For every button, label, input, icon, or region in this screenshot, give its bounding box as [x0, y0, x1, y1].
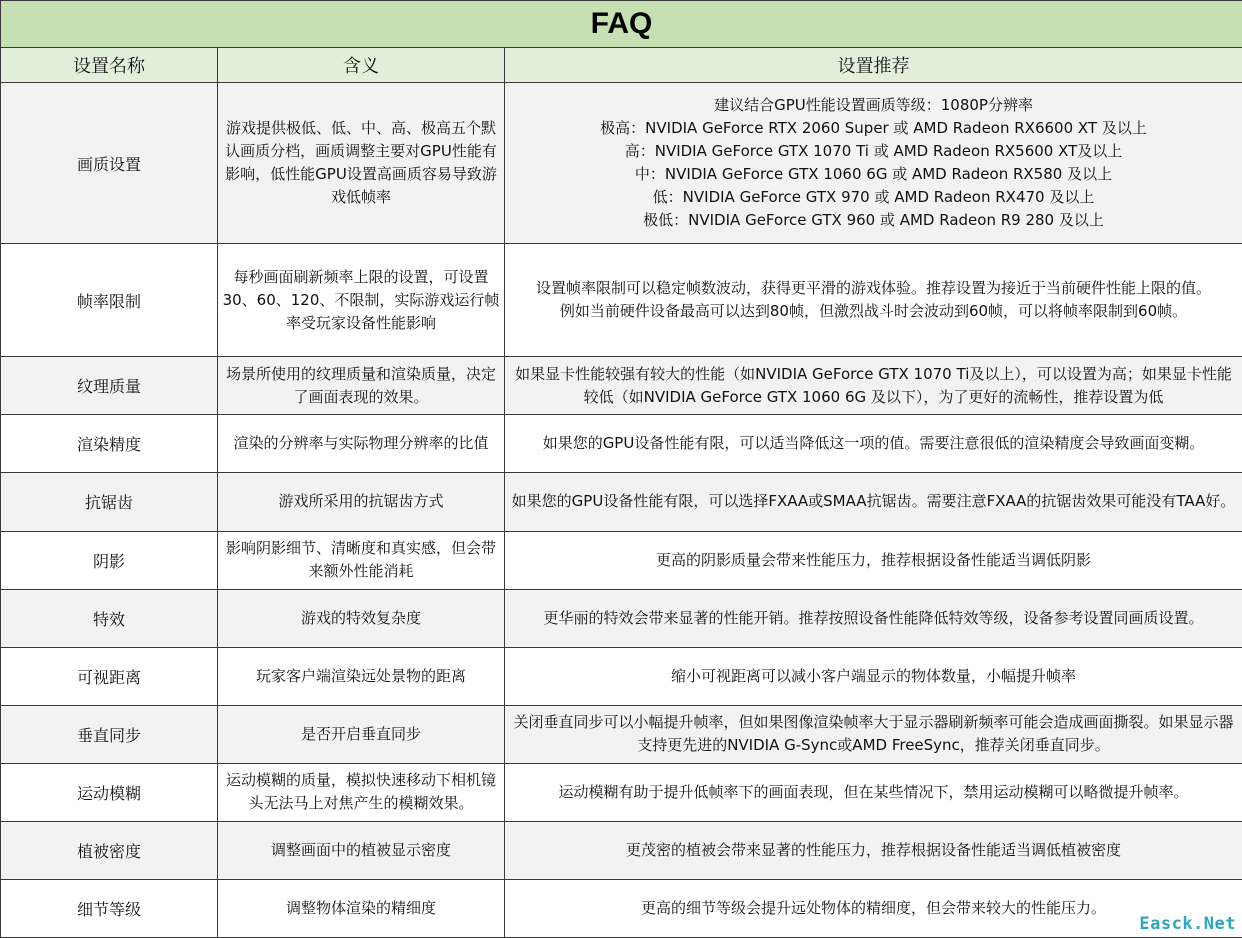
meaning-cell: 游戏所采用的抗锯齿方式 — [218, 473, 505, 531]
header-meaning: 含义 — [218, 48, 505, 83]
table-row — [1, 83, 1242, 244]
recommendation-cell: 如果您的GPU设备性能有限，可以选择FXAA或SMAA抗锯齿。需要注意FXAA的抗锯齿效果可能没有TAA好。 — [505, 473, 1242, 531]
setting-name-cell: 运动模糊 — [1, 763, 218, 821]
setting-name-cell: 抗锯齿 — [1, 473, 218, 531]
meaning-cell: 每秒画面刷新频率上限的设置，可设置30、60、120、不限制，实际游戏运行帧率受玩家设备性能影响 — [218, 244, 505, 357]
table-row — [1, 415, 1242, 473]
setting-name-cell: 纹理质量 — [1, 357, 218, 415]
watermark-logo: Easck.Net — [1139, 914, 1236, 934]
setting-name-cell: 渲染精度 — [1, 415, 218, 473]
recommendation-cell: 关闭垂直同步可以小幅提升帧率，但如果图像渲染帧率大于显示器刷新频率可能会造成画面撕裂。如果显示器支持更先进的NVIDIA G-Sync或AMD FreeSync，推荐关闭垂直同步。 — [505, 705, 1242, 763]
recommendation-cell: 缩小可视距离可以减小客户端显示的物体数量，小幅提升帧率 — [505, 647, 1242, 705]
recommendation-cell: 设置帧率限制可以稳定帧数波动，获得更平滑的游戏体验。推荐设置为接近于当前硬件性能上限的值。 例如当前硬件设备最高可以达到80帧，但激烈战斗时会波动到60帧，可以将帧率限制到60帧。 — [505, 244, 1242, 357]
table-row — [1, 879, 1242, 937]
header-recommendation: 设置推荐 — [505, 48, 1242, 83]
table-row — [1, 647, 1242, 705]
recommendation-cell: 更华丽的特效会带来显著的性能开销。推荐按照设备性能降低特效等级，设备参考设置同画质设置。 — [505, 589, 1242, 647]
meaning-cell: 调整物体渲染的精细度 — [218, 879, 505, 937]
meaning-cell: 影响阴影细节、清晰度和真实感，但会带来额外性能消耗 — [218, 531, 505, 589]
table-row — [1, 763, 1242, 821]
table-row — [1, 705, 1242, 763]
recommendation-cell: 建议结合GPU性能设置画质等级：1080P分辨率 极高：NVIDIA GeForce RTX 2060 Super 或 AMD Radeon RX6600 XT 及以上 高：NVIDIA GeForce GTX 1070 Ti 或 AMD Radeon RX5600 XT及以上 中：NVIDIA GeForce GTX 1060 6G 或 AMD Radeon RX580 及以上 低：NVIDIA GeForce GTX 970 或 AMD Radeon RX470 及以上 极低：NVIDIA GeForce GTX 960 或 AMD Radeon R9 280 及以上 — [505, 83, 1242, 244]
table-row — [1, 589, 1242, 647]
setting-name-cell: 特效 — [1, 589, 218, 647]
recommendation-cell: 更高的阴影质量会带来性能压力，推荐根据设备性能适当调低阴影 — [505, 531, 1242, 589]
meaning-cell: 场景所使用的纹理质量和渲染质量，决定了画面表现的效果。 — [218, 357, 505, 415]
recommendation-cell: 更高的细节等级会提升远处物体的精细度，但会带来较大的性能压力。 — [505, 879, 1242, 937]
meaning-cell: 游戏的特效复杂度 — [218, 589, 505, 647]
recommendation-cell: 更茂密的植被会带来显著的性能压力，推荐根据设备性能适当调低植被密度 — [505, 821, 1242, 879]
meaning-cell: 运动模糊的质量，模拟快速移动下相机镜头无法马上对焦产生的模糊效果。 — [218, 763, 505, 821]
recommendation-cell: 运动模糊有助于提升低帧率下的画面表现，但在某些情况下，禁用运动模糊可以略微提升帧率。 — [505, 763, 1242, 821]
table-row — [1, 473, 1242, 531]
table-row — [1, 531, 1242, 589]
meaning-cell: 游戏提供极低、低、中、高、极高五个默认画质分档，画质调整主要对GPU性能有影响，低性能GPU设置高画质容易导致游戏低帧率 — [218, 83, 505, 244]
meaning-cell: 是否开启垂直同步 — [218, 705, 505, 763]
table-row — [1, 357, 1242, 415]
setting-name-cell: 帧率限制 — [1, 244, 218, 357]
setting-name-cell: 阴影 — [1, 531, 218, 589]
recommendation-cell: 如果显卡性能较强有较大的性能（如NVIDIA GeForce GTX 1070 Ti及以上），可以设置为高；如果显卡性能较低（如NVIDIA GeForce GTX 1060 6G 及以下），为了更好的流畅性，推荐设置为低 — [505, 357, 1242, 415]
setting-name-cell: 植被密度 — [1, 821, 218, 879]
meaning-cell: 调整画面中的植被显示密度 — [218, 821, 505, 879]
recommendation-cell: 如果您的GPU设备性能有限，可以适当降低这一项的值。需要注意很低的渲染精度会导致画面变糊。 — [505, 415, 1242, 473]
table-row — [1, 821, 1242, 879]
meaning-cell: 渲染的分辨率与实际物理分辨率的比值 — [218, 415, 505, 473]
table-row — [1, 244, 1242, 357]
setting-name-cell: 细节等级 — [1, 879, 218, 937]
meaning-cell: 玩家客户端渲染远处景物的距离 — [218, 647, 505, 705]
header-row — [1, 48, 1242, 83]
setting-name-cell: 可视距离 — [1, 647, 218, 705]
setting-name-cell: 画质设置 — [1, 83, 218, 244]
header-setting-name: 设置名称 — [1, 48, 218, 83]
table-title: FAQ — [1, 1, 1242, 48]
setting-name-cell: 垂直同步 — [1, 705, 218, 763]
